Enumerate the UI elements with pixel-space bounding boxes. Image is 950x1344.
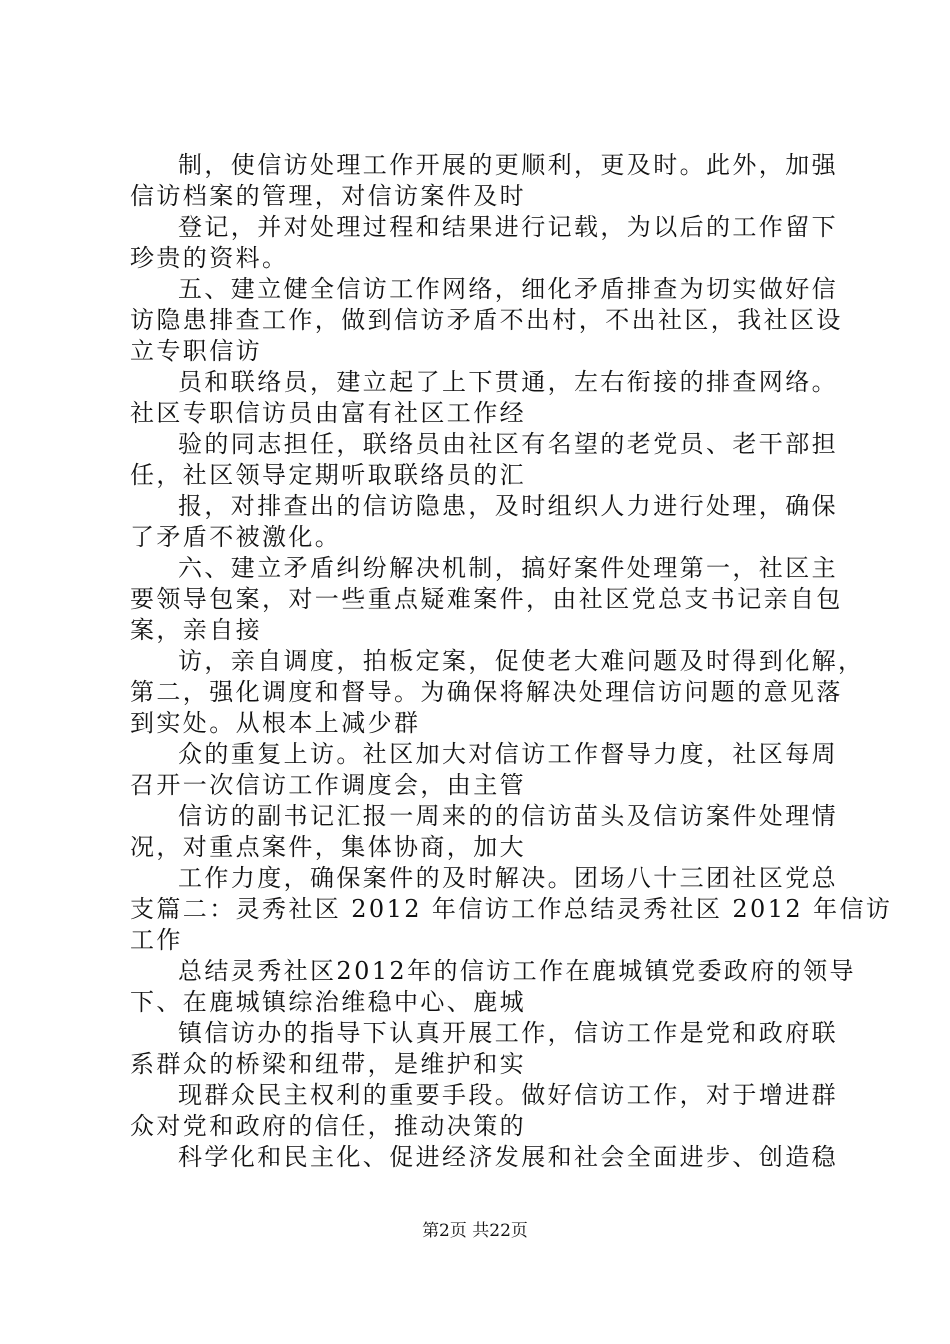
paragraph-line: 任，社区领导定期听取联络员的汇 [130, 461, 526, 489]
paragraph-line: 信访的副书记汇报一周来的的信访苗头及信访案件处理情 [178, 802, 838, 830]
paragraph [130, 429, 838, 491]
paragraph [130, 739, 838, 801]
paragraph [130, 553, 843, 646]
paragraph-line: 制，使信访处理工作开展的更顺利，更及时。此外，加强 [178, 151, 838, 179]
paragraph-line: 立专职信访 [130, 337, 262, 365]
paragraph [130, 1142, 838, 1173]
paragraph-line: 镇信访办的指导下认真开展工作，信访工作是党和政府联 [178, 1019, 838, 1047]
paragraph-line: 员和联络员，建立起了上下贯通，左右衔接的排查网络。 [178, 368, 838, 396]
paragraph-line: 工作力度，确保案件的及时解决。团场八十三团社区党总 [178, 864, 838, 892]
paragraph [130, 274, 843, 367]
paragraph-line: 众对党和政府的信任，推动决策的 [130, 1112, 526, 1140]
paragraph [130, 212, 838, 274]
paragraph-line: 总结灵秀社区2012年的信访工作在鹿城镇党委政府的领导 [178, 957, 856, 985]
paragraph-line: 验的同志担任，联络员由社区有名望的老党员、老干部担 [178, 430, 838, 458]
paragraph-line: 要领导包案，对一些重点疑难案件，由社区党总支书记亲自包 [130, 585, 843, 613]
paragraph [130, 646, 865, 739]
paragraph-line: 工作 [130, 926, 183, 954]
paragraph-line: 况，对重点案件，集体协商，加大 [130, 833, 526, 861]
paragraph-line: 科学化和民主化、促进经济发展和社会全面进步、创造稳 [178, 1143, 838, 1171]
paragraph [130, 150, 838, 212]
paragraph-line: 到实处。从根本上减少群 [130, 709, 421, 737]
paragraph [130, 1080, 838, 1142]
paragraph-line: 召开一次信访工作调度会，由主管 [130, 771, 526, 799]
paragraph-line: 五、建立健全信访工作网络，细化矛盾排查为切实做好信 [178, 275, 838, 303]
document-body [130, 150, 893, 1173]
paragraph [130, 956, 856, 1018]
paragraph [130, 863, 893, 956]
page-footer: 第2页 共22页 [422, 1221, 528, 1241]
paragraph-line: 众的重复上访。社区加大对信访工作督导力度，社区每周 [178, 740, 838, 768]
paragraph-line: 社区专职信访员由富有社区工作经 [130, 399, 526, 427]
paragraph [130, 1018, 838, 1080]
paragraph-line: 支篇二：灵秀社区 2012 年信访工作总结灵秀社区 2012 年信访 [130, 895, 893, 923]
paragraph-line: 下、在鹿城镇综治维稳中心、鹿城 [130, 988, 526, 1016]
paragraph-line: 现群众民主权利的重要手段。做好信访工作，对于增进群 [178, 1081, 838, 1109]
paragraph-line: 报，对排查出的信访隐患，及时组织人力进行处理，确保 [178, 492, 838, 520]
paragraph [130, 491, 838, 553]
paragraph-line: 珍贵的资料。 [130, 244, 289, 272]
paragraph [130, 801, 838, 863]
paragraph-line: 访，亲自调度，拍板定案，促使老大难问题及时得到化解， [178, 647, 865, 675]
paragraph-line: 系群众的桥梁和纽带，是维护和实 [130, 1050, 526, 1078]
paragraph-line: 登记，并对处理过程和结果进行记载，为以后的工作留下 [178, 213, 838, 241]
paragraph [130, 367, 838, 429]
paragraph-line: 第二，强化调度和督导。为确保将解决处理信访问题的意见落 [130, 678, 843, 706]
paragraph-line: 六、建立矛盾纠纷解决机制，搞好案件处理第一，社区主 [178, 554, 838, 582]
paragraph-line: 信访档案的管理，对信访案件及时 [130, 182, 526, 210]
paragraph-line: 案，亲自接 [130, 616, 262, 644]
paragraph-line: 了矛盾不被激化。 [130, 523, 342, 551]
paragraph-line: 访隐患排查工作，做到信访矛盾不出村，不出社区，我社区设 [130, 306, 843, 334]
